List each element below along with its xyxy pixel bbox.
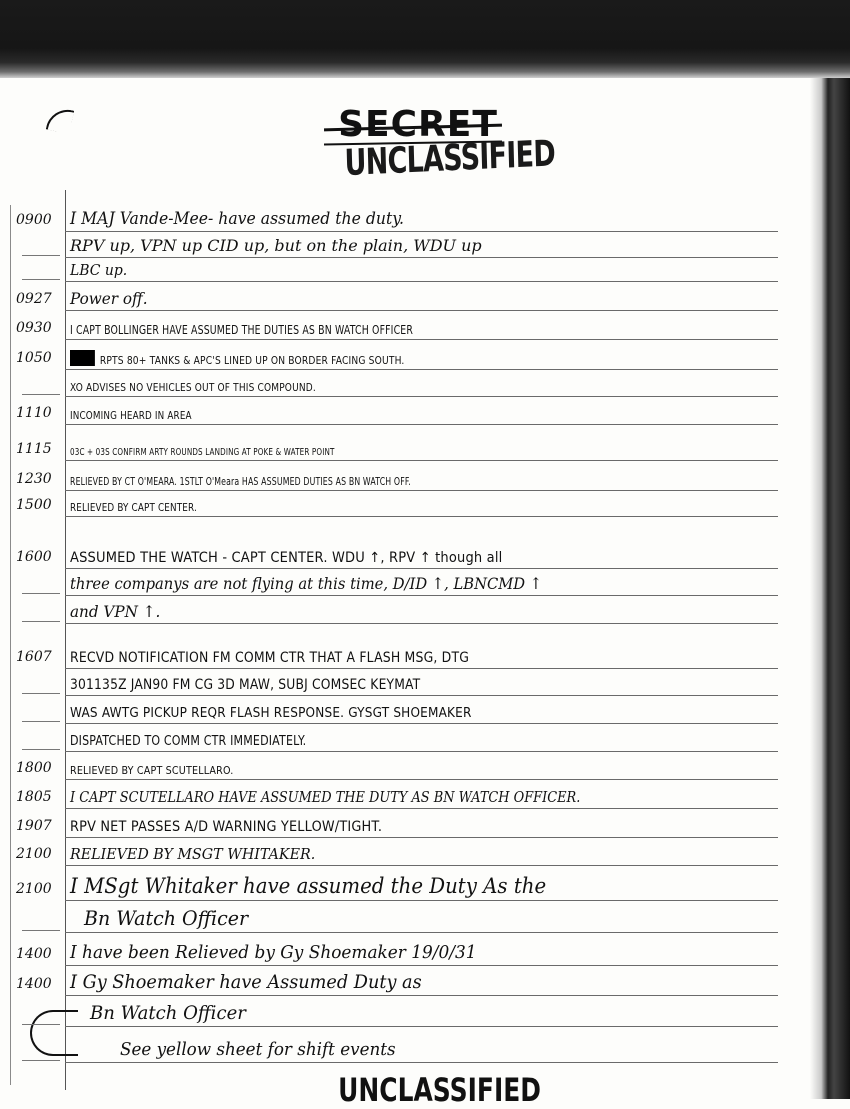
ruled-line	[65, 865, 778, 866]
log-entry	[0, 903, 800, 933]
entry-time: 1400	[16, 976, 52, 992]
entry-time: 1230	[16, 471, 52, 487]
entry-time: 1607	[16, 649, 52, 665]
entry-text: I have been Relieved by Gy Shoemaker 19/0/31	[70, 942, 477, 963]
entry-text: 03C + 03S CONFIRM ARTY ROUNDS LANDING AT POKE & WATER POINT	[70, 447, 335, 458]
entry-time: 2100	[16, 846, 52, 862]
entry-time: 1800	[16, 760, 52, 776]
entry-text: three companys are not flying at this time, D/ID ↑, LBNCMD ↑	[70, 574, 543, 593]
entry-time: 1050	[16, 350, 52, 366]
log-entry	[0, 1033, 800, 1063]
entry-text: See yellow sheet for shift events	[120, 1039, 396, 1060]
entry-text: LBC up.	[70, 261, 128, 279]
time-margin-dash	[22, 930, 60, 931]
log-entry	[0, 966, 800, 996]
log-entry	[0, 395, 800, 425]
log-entry	[0, 936, 800, 966]
entry-text: I MSgt Whitaker have assumed the Duty As the	[70, 874, 547, 898]
entry-text: Bn Watch Officer	[90, 1002, 246, 1024]
log-entry	[0, 666, 800, 696]
entry-text: I CAPT SCUTELLARO HAVE ASSUMED THE DUTY AS BN WATCH OFFICER.	[70, 788, 581, 806]
log-entry	[0, 808, 800, 838]
entry-time: 1110	[16, 405, 52, 421]
entry-text: RPV up, VPN up CID up, but on the plain, WDU up	[70, 236, 482, 255]
ruled-line	[65, 516, 778, 517]
ruled-line	[65, 932, 778, 933]
time-margin-dash	[22, 1024, 60, 1025]
entry-text: I Gy Shoemaker have Assumed Duty as	[70, 971, 422, 993]
entry-text: RELIEVED BY CAPT CENTER.	[70, 501, 197, 514]
scan-dark-edge	[0, 0, 850, 78]
log-entry	[0, 779, 800, 809]
secret-stamp: SECRET	[338, 104, 498, 145]
entry-text: INCOMING HEARD IN AREA	[70, 409, 192, 422]
log-entry	[0, 594, 800, 624]
entry-time: 1115	[16, 441, 52, 457]
entry-text: and VPN ↑.	[70, 602, 161, 621]
entry-time: 0930	[16, 320, 52, 336]
log-entry	[0, 694, 800, 724]
entry-text: RECVD NOTIFICATION FM COMM CTR THAT A FLASH MSG, DTG	[70, 650, 470, 666]
unclassified-stamp-top: UNCLASSIFIED	[344, 133, 556, 185]
entry-text: RELIEVED BY MSGT WHITAKER.	[70, 845, 316, 863]
ruled-line	[65, 900, 778, 901]
log-entry	[0, 836, 800, 866]
log-entry	[0, 487, 800, 517]
log-entry	[0, 566, 800, 596]
entry-time: 1907	[16, 818, 52, 834]
time-margin-dash	[22, 279, 60, 280]
entry-text: RPV NET PASSES A/D WARNING YELLOW/TIGHT.	[70, 819, 383, 835]
ruled-line	[65, 424, 778, 425]
entry-time: 1500	[16, 497, 52, 513]
log-entry	[0, 281, 800, 311]
log-entry	[0, 639, 800, 669]
entry-text: I MAJ Vande-Mee- have assumed the duty.	[70, 209, 404, 229]
entry-text: RELIEVED BY CAPT SCUTELLARO.	[70, 764, 234, 777]
ruled-line	[65, 1026, 778, 1027]
log-entry	[0, 340, 800, 370]
log-entry	[0, 431, 800, 461]
time-margin-dash	[22, 621, 60, 622]
entry-time: 0927	[16, 291, 52, 307]
entry-text: WAS AWTG PICKUP REQR FLASH RESPONSE. GYSGT SHOEMAKER	[70, 706, 472, 721]
entry-time: 1805	[16, 789, 52, 805]
ruled-line	[65, 1062, 778, 1063]
log-entry	[0, 310, 800, 340]
time-margin-dash	[22, 1060, 60, 1061]
entry-text: Power off.	[70, 289, 148, 308]
entry-text: DISPATCHED TO COMM CTR IMMEDIATELY.	[70, 734, 307, 749]
ruled-line	[65, 995, 778, 996]
entry-text-content: RPTS 80+ TANKS & APC'S LINED UP ON BORDER FACING SOUTH.	[99, 354, 405, 367]
redaction-block	[70, 350, 95, 366]
log-entry	[0, 871, 800, 901]
entry-time: 1400	[16, 946, 52, 962]
entry-text: 301135Z JAN90 FM CG 3D MAW, SUBJ COMSEC KEYMAT	[70, 677, 421, 693]
entry-text: RELIEVED BY CT O'MEARA. 1STLT O'Meara HAS ASSUMED DUTIES AS BN WATCH OFF.	[70, 475, 411, 488]
entry-text: Bn Watch Officer	[84, 906, 249, 930]
entry-time: 0900	[16, 212, 52, 228]
binder-hook-mark	[46, 106, 74, 134]
ruled-line	[65, 623, 778, 624]
log-entry	[0, 750, 800, 780]
entry-text: I CAPT BOLLINGER HAVE ASSUMED THE DUTIES AS BN WATCH OFFICER	[70, 323, 413, 337]
unclassified-stamp-bottom: UNCLASSIFIED	[338, 1071, 542, 1109]
entry-text: XO ADVISES NO VEHICLES OUT OF THIS COMPOUND.	[70, 381, 316, 394]
scan-right-edge	[810, 78, 850, 1099]
log-entry	[0, 997, 800, 1027]
log-entry	[0, 539, 800, 569]
entry-text	[70, 350, 405, 367]
log-entry	[0, 252, 800, 282]
log-entry	[0, 367, 800, 397]
log-entry	[0, 722, 800, 752]
entry-text: ASSUMED THE WATCH - CAPT CENTER. WDU ↑, RPV ↑ though all	[70, 550, 503, 566]
entry-time: 2100	[16, 881, 52, 897]
entry-time: 1600	[16, 549, 52, 565]
